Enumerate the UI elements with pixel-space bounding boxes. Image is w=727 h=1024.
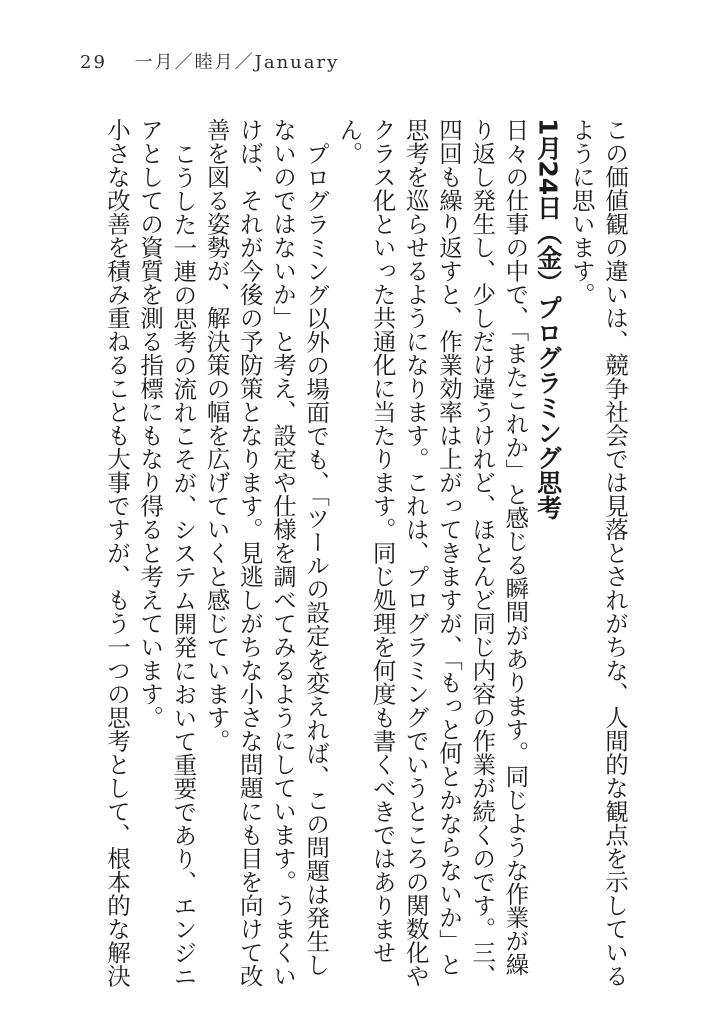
paragraph: この価値観の違いは、競争社会では見落とされがちな、人間的な観点を示しているように思います。 bbox=[567, 118, 629, 988]
paragraph: プログラミング以外の場面でも、「ツールの設定を変えれば、この問題は発生しないのではないか」と考え、設定や仕様を調べてみるようにしています。うまくいけば、それが今後の予防策となります。見逃しがちな小さな問題にも目を向けて改善を図る姿勢が、解決策の幅を広げていくと感じています。 bbox=[202, 118, 331, 988]
paragraph: 日々の仕事の中で、「またこれか」と感じる瞬間があります。同じような作業が繰り返し発生し、少しだけ違うけれど、ほとんど同じ内容の作業が続くのです。三、四回も繰り返すと、作業効率は上がってきますが、「もっと何とかならないか」と思考を巡らせるようになります。これは、プログラミングでいうところの関数化やクラス化といった共通化に当たります。同じ処理を何度も書くべきではありません。 bbox=[335, 118, 530, 988]
vertical-text-body bbox=[71, 118, 631, 998]
paragraph: 小さな改善を積み重ねることも大事ですが、もう一つの思考として、根本的な解決 bbox=[102, 118, 131, 988]
page-number: 29 bbox=[80, 52, 107, 73]
running-title: 一月／睦月／January bbox=[134, 52, 340, 73]
paragraph: こうした一連の思考の流れこそが、システム開発において重要であり、エンジニアとしての資質を測る指標にもなり得ると考えています。 bbox=[136, 118, 198, 988]
section-heading: 1月24日（金）プログラミング思考 bbox=[533, 118, 563, 521]
running-header bbox=[80, 48, 339, 74]
